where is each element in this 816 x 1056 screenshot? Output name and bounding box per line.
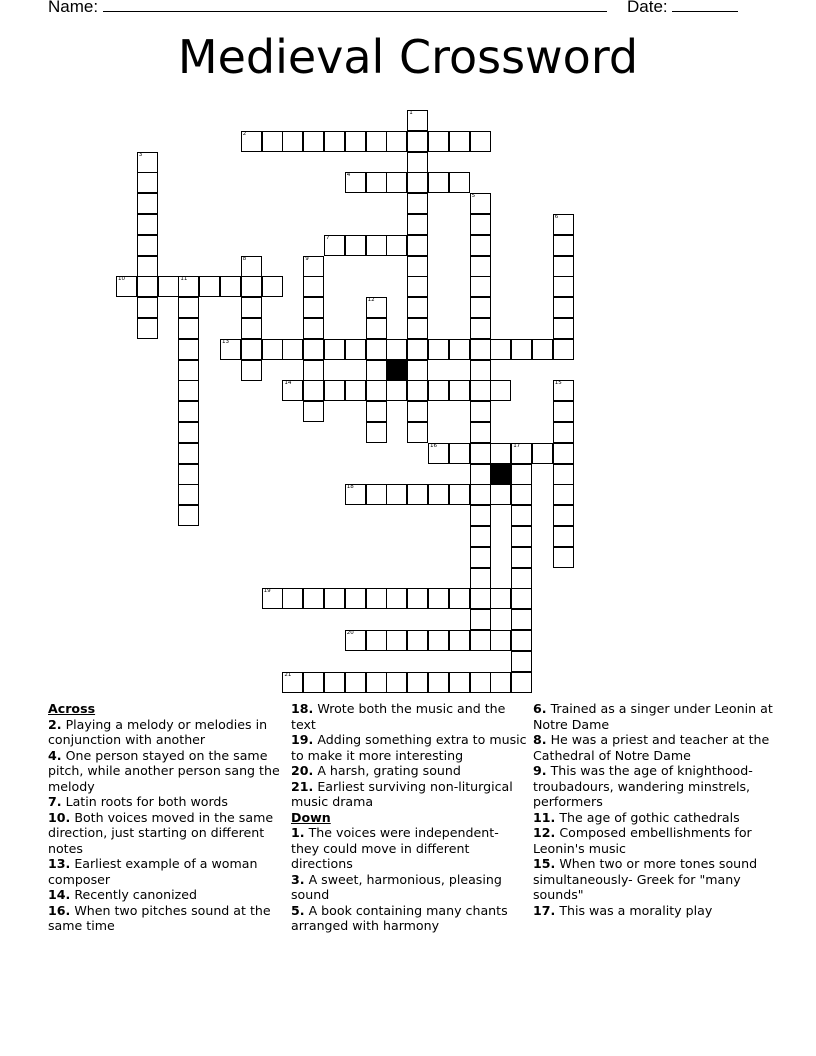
grid-cell[interactable] [470,297,491,318]
grid-cell[interactable] [407,235,428,256]
clue-number: 12. [533,825,556,840]
clue-number: 17. [533,902,556,918]
grid-cell[interactable] [178,505,199,526]
clue-item [291,732,527,763]
grid-cell[interactable] [178,464,199,485]
grid-cell[interactable] [511,547,532,568]
clue-item [48,717,284,748]
grid-cell[interactable] [137,172,158,193]
grid-cell[interactable] [366,630,387,651]
grid-cell[interactable] [178,484,199,505]
grid-cell[interactable] [553,484,574,505]
grid-cell[interactable] [137,235,158,256]
cell-number: 17 [513,442,521,449]
grid-cell[interactable] [532,443,553,464]
grid-cell[interactable] [324,588,345,609]
grid-cell[interactable] [366,422,387,443]
clue-number: 3. [291,871,305,887]
grid-cell[interactable] [386,380,407,401]
grid-cell[interactable] [553,276,574,297]
grid-cell[interactable] [303,297,324,318]
grid-cell[interactable] [220,339,241,360]
grid-cell[interactable] [407,588,428,609]
clue-item [533,903,773,919]
grid-cell[interactable] [137,318,158,339]
grid-cell[interactable] [366,672,387,693]
clue-number: 11. [533,809,556,825]
grid-cell[interactable] [324,380,345,401]
clue-number: 7. [48,794,62,809]
grid-cell[interactable] [553,380,574,401]
cell-number: 19 [263,588,271,595]
grid-cell[interactable] [511,464,532,485]
clue-number: 2. [48,716,62,732]
grid-cell[interactable] [407,297,428,318]
clue-number: 10. [48,809,71,825]
grid-cell[interactable] [178,318,199,339]
grid-cell[interactable] [407,360,428,381]
grid-cell[interactable] [116,276,137,297]
clue-text: A harsh, grating sound [313,763,461,778]
grid-cell[interactable] [324,339,345,360]
grid-cell[interactable] [199,276,220,297]
grid-cell[interactable] [511,568,532,589]
clue-item [533,732,773,763]
grid-cell[interactable] [553,214,574,235]
grid-cell[interactable] [137,152,158,173]
grid-cell[interactable] [407,214,428,235]
black-square [490,464,511,485]
clue-text: Wrote both the music and the text [291,701,506,732]
cell-number: 15 [554,380,562,387]
clue-item [48,748,284,795]
grid-cell[interactable] [345,630,366,651]
clue-item [48,856,284,887]
clue-text: When two pitches sound at the same time [48,902,271,933]
grid-cell[interactable] [553,297,574,318]
grid-cell[interactable] [366,588,387,609]
clues-column-1 [48,701,284,934]
grid-cell[interactable] [553,339,574,360]
grid-cell[interactable] [282,672,303,693]
grid-cell[interactable] [449,630,470,651]
grid-cell[interactable] [428,588,449,609]
clue-item [533,810,773,826]
grid-cell[interactable] [407,422,428,443]
grid-cell[interactable] [470,422,491,443]
grid-cell[interactable] [470,380,491,401]
clue-number: 6. [533,701,547,716]
grid-cell[interactable] [553,422,574,443]
grid-cell[interactable] [303,131,324,152]
grid-cell[interactable] [511,339,532,360]
clues-column-2 [291,701,527,934]
clue-item [533,763,773,810]
grid-cell[interactable] [553,443,574,464]
clue-number: 4. [48,747,62,763]
clue-number: 5. [291,902,305,918]
grid-cell[interactable] [407,630,428,651]
clue-number: 19. [291,732,314,747]
grid-cell[interactable] [470,360,491,381]
grid-cell[interactable] [366,360,387,381]
clue-item [533,856,773,903]
grid-cell[interactable] [511,484,532,505]
cell-number: 1 [409,110,413,116]
grid-cell[interactable] [470,214,491,235]
grid-cell[interactable] [553,235,574,256]
clue-item [48,810,284,857]
grid-cell[interactable] [241,131,262,152]
grid-cell[interactable] [428,339,449,360]
clue-text: The voices were independent- they could move in different directions [291,825,499,871]
cell-number: 2 [242,130,247,137]
clue-number: 8. [533,732,547,747]
grid-cell[interactable] [303,588,324,609]
grid-cell[interactable] [511,588,532,609]
cell-number: 10 [118,276,125,283]
clue-item [291,779,527,810]
grid-cell[interactable] [158,276,179,297]
grid-cell[interactable] [303,339,324,360]
clue-text: This was a morality play [555,902,713,918]
grid-cell[interactable] [470,131,491,152]
grid-cell[interactable] [386,131,407,152]
cell-number: 21 [284,671,292,678]
grid-cell[interactable] [178,401,199,422]
grid-cell[interactable] [366,131,387,152]
grid-cell[interactable] [470,401,491,422]
cell-number: 13 [222,338,229,345]
clue-text: The age of gothic cathedrals [555,809,740,825]
grid-cell[interactable] [366,235,387,256]
clue-text: Adding something extra to music to make it more interesting [291,732,527,763]
clue-text: Earliest example of a woman composer [48,856,258,887]
grid-cell[interactable] [407,152,428,173]
grid-cell[interactable] [532,339,553,360]
grid-cell[interactable] [449,172,470,193]
grid-cell[interactable] [407,276,428,297]
clue-text: Latin roots for both words [61,794,228,809]
grid-cell[interactable] [428,672,449,693]
grid-cell[interactable] [407,110,428,131]
grid-cell[interactable] [449,131,470,152]
grid-cell[interactable] [303,380,324,401]
grid-cell[interactable] [449,588,470,609]
grid-cell[interactable] [345,380,366,401]
grid-cell[interactable] [137,276,158,297]
grid-cell[interactable] [303,256,324,277]
grid-cell[interactable] [407,172,428,193]
clue-text: Trained as a singer under Leonin at Notre Dame [533,701,773,732]
grid-cell[interactable] [407,484,428,505]
cell-number: 8 [242,255,247,262]
clue-item [533,825,773,856]
grid-cell[interactable] [345,131,366,152]
grid-cell[interactable] [553,401,574,422]
clue-text: When two or more tones sound simultaneously- Greek for "many sounds" [533,856,758,902]
clue-number: 1. [291,825,305,840]
grid-cell[interactable] [407,380,428,401]
grid-cell[interactable] [282,380,303,401]
cell-number: 16 [430,442,437,449]
grid-cell[interactable] [490,484,511,505]
cell-number: 9 [305,255,309,262]
clue-item [48,887,284,903]
grid-cell[interactable] [178,443,199,464]
grid-cell[interactable] [511,672,532,693]
grid-cell[interactable] [470,443,491,464]
grid-cell[interactable] [241,360,262,381]
clue-text: Recently canonized [70,887,197,902]
grid-cell[interactable] [407,672,428,693]
grid-cell[interactable] [470,568,491,589]
grid-cell[interactable] [407,193,428,214]
grid-cell[interactable] [490,588,511,609]
grid-cell[interactable] [345,588,366,609]
clue-text: Both voices moved in the same direction, just starting on different notes [48,809,274,856]
grid-cell[interactable] [511,630,532,651]
grid-cell[interactable] [511,443,532,464]
grid-cell[interactable] [178,422,199,443]
cell-number: 4 [346,172,351,179]
grid-cell[interactable] [470,588,491,609]
page-title: Medieval Crossword [177,30,639,84]
grid-cell[interactable] [553,547,574,568]
grid-cell[interactable] [137,297,158,318]
grid-cell[interactable] [407,318,428,339]
grid-cell[interactable] [178,360,199,381]
grid-cell[interactable] [282,588,303,609]
clue-number: 18. [291,701,314,716]
grid-cell[interactable] [386,235,407,256]
grid-cell[interactable] [366,297,387,318]
clue-text: He was a priest and teacher at the Cathedral of Notre Dame [533,732,770,763]
grid-cell[interactable] [262,339,283,360]
grid-cell[interactable] [324,131,345,152]
clue-item [291,763,527,779]
grid-cell[interactable] [407,401,428,422]
black-square [386,360,407,381]
grid-cell[interactable] [386,484,407,505]
clue-text: Playing a melody or melodies in conjunction with another [48,716,268,747]
grid-cell[interactable] [511,651,532,672]
grid-cell[interactable] [511,609,532,630]
grid-cell[interactable] [303,276,324,297]
grid-cell[interactable] [407,256,428,277]
grid-cell[interactable] [553,256,574,277]
grid-cell[interactable] [553,464,574,485]
grid-cell[interactable] [241,339,262,360]
grid-cell[interactable] [470,547,491,568]
grid-cell[interactable] [241,256,262,277]
grid-cell[interactable] [428,172,449,193]
grid-cell[interactable] [303,318,324,339]
grid-cell[interactable] [428,484,449,505]
grid-cell[interactable] [470,193,491,214]
grid-cell[interactable] [386,630,407,651]
clue-item [291,825,527,872]
grid-cell[interactable] [553,526,574,547]
date-label: Date: [627,0,668,16]
grid-cell[interactable] [178,380,199,401]
grid-cell[interactable] [262,131,283,152]
grid-cell[interactable] [366,380,387,401]
grid-cell[interactable] [303,401,324,422]
grid-cell[interactable] [386,672,407,693]
grid-cell[interactable] [282,339,303,360]
grid-cell[interactable] [449,380,470,401]
clue-text: One person stayed on the same pitch, while another person sang the melody [48,747,280,794]
cell-number: 3 [138,151,143,158]
clue-item [291,701,527,732]
grid-cell[interactable] [345,484,366,505]
clue-item [291,903,527,934]
cell-number: 5 [471,193,476,200]
grid-cell[interactable] [470,464,491,485]
grid-cell[interactable] [178,339,199,360]
grid-cell[interactable] [262,276,283,297]
grid-cell[interactable] [553,318,574,339]
grid-cell[interactable] [137,214,158,235]
grid-cell[interactable] [490,380,511,401]
grid-cell[interactable] [470,630,491,651]
down-heading: Down [291,809,331,825]
clue-number: 15. [533,856,556,871]
grid-cell[interactable] [241,276,262,297]
grid-cell[interactable] [137,256,158,277]
grid-cell[interactable] [366,339,387,360]
grid-cell[interactable] [407,339,428,360]
grid-cell[interactable] [428,630,449,651]
grid-cell[interactable] [137,193,158,214]
grid-cell[interactable] [490,339,511,360]
grid-cell[interactable] [490,443,511,464]
grid-cell[interactable] [282,131,303,152]
grid-cell[interactable] [470,609,491,630]
grid-cell[interactable] [303,672,324,693]
clue-number: 21. [291,778,314,794]
clue-text: Composed embellishments for Leonin's music [533,825,752,856]
grid-cell[interactable] [428,131,449,152]
cell-number: 18 [346,484,354,491]
grid-cell[interactable] [345,235,366,256]
clue-text: This was the age of knighthood- troubadours, wandering minstrels, performers [533,763,753,809]
clues-column-3 [533,701,773,918]
grid-cell[interactable] [449,443,470,464]
grid-cell[interactable] [470,235,491,256]
grid-cell[interactable] [345,339,366,360]
clue-item [48,903,284,934]
grid-cell[interactable] [470,484,491,505]
grid-cell[interactable] [366,484,387,505]
grid-cell[interactable] [366,172,387,193]
grid-cell[interactable] [470,526,491,547]
grid-cell[interactable] [366,401,387,422]
grid-cell[interactable] [386,339,407,360]
grid-cell[interactable] [345,172,366,193]
clue-text: A book containing many chants arranged with harmony [291,902,508,933]
grid-cell[interactable] [470,339,491,360]
grid-cell[interactable] [553,505,574,526]
clue-item [48,794,284,810]
cell-number: 6 [554,214,559,220]
grid-cell[interactable] [220,276,241,297]
cell-number: 11 [180,276,188,283]
grid-cell[interactable] [241,318,262,339]
grid-cell[interactable] [470,672,491,693]
grid-cell[interactable] [345,672,366,693]
cell-number: 7 [326,234,330,241]
grid-cell[interactable] [428,443,449,464]
grid-cell[interactable] [511,526,532,547]
grid-cell[interactable] [428,380,449,401]
clue-number: 13. [48,856,71,871]
grid-cell[interactable] [386,588,407,609]
clue-number: 14. [48,887,71,902]
grid-cell[interactable] [303,360,324,381]
grid-cell[interactable] [324,672,345,693]
name-label: Name: [48,0,99,16]
across-heading: Across [48,701,96,716]
grid-cell[interactable] [449,672,470,693]
clue-number: 20. [291,763,314,778]
grid-cell[interactable] [386,172,407,193]
grid-cell[interactable] [407,131,428,152]
clue-text: A sweet, harmonious, pleasing sound [291,871,502,902]
grid-cell[interactable] [262,588,283,609]
clue-text: Earliest surviving non-liturgical music drama [291,778,513,809]
cell-number: 14 [284,380,292,387]
clue-number: 9. [533,763,547,778]
grid-cell[interactable] [470,505,491,526]
grid-cell[interactable] [470,318,491,339]
grid-cell[interactable] [178,297,199,318]
cell-number: 20 [346,630,354,636]
grid-cell[interactable] [366,318,387,339]
grid-cell[interactable] [470,256,491,277]
cell-number: 12 [367,297,375,304]
clue-item [533,701,773,732]
grid-cell[interactable] [490,672,511,693]
grid-cell[interactable] [490,630,511,651]
grid-cell[interactable] [449,339,470,360]
grid-cell[interactable] [511,505,532,526]
clue-number: 16. [48,902,71,918]
clue-item [291,872,527,903]
grid-cell[interactable] [241,297,262,318]
grid-cell[interactable] [178,276,199,297]
grid-cell[interactable] [449,484,470,505]
grid-cell[interactable] [470,276,491,297]
grid-cell[interactable] [324,235,345,256]
